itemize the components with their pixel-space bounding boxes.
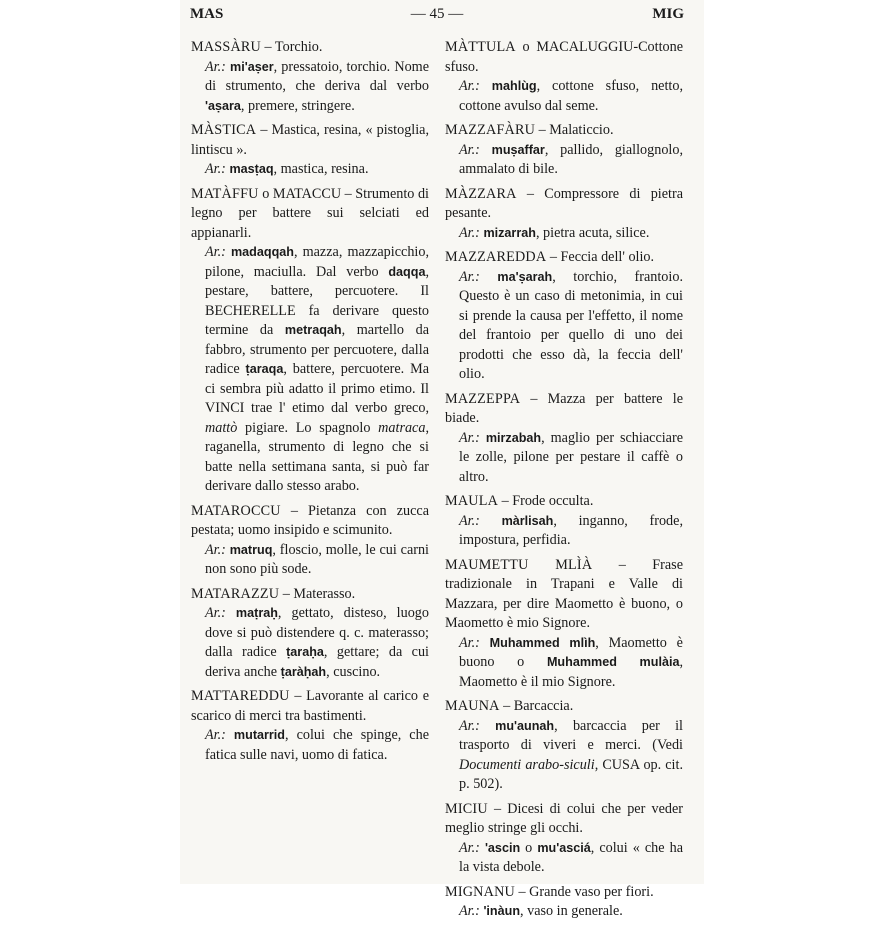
etymology-text: , cuscino. (326, 663, 381, 680)
etymology-text: , mazza, mazzapicchio, pilone, maciulla. Dal verbo (205, 244, 429, 280)
etymology-label: Ar.: (459, 429, 480, 446)
entry-definition (445, 121, 683, 141)
right-column (445, 38, 683, 927)
entry-gloss: – Dicesi di colui che per veder meglio stringe gli occhi. (445, 800, 683, 836)
arabic-term: maṭraḥ (235, 606, 278, 620)
arabic-term: mutarrid (233, 728, 286, 742)
arabic-term: mu'aunah (495, 718, 555, 733)
entry-headword: MAUMETTU MLÌÀ (445, 556, 593, 573)
entry-etymology (191, 243, 429, 497)
etymology-label: Ar.: (459, 903, 480, 919)
etymology-text (480, 635, 490, 651)
etymology-label: matraca (378, 419, 426, 436)
entry-definition (445, 697, 683, 717)
entry-gloss: – Mastica, resina, « pistoglia, lintiscu ». (191, 122, 430, 158)
entry-definition (445, 185, 683, 224)
entry-etymology (445, 717, 683, 795)
entry-etymology (445, 77, 683, 116)
entry-etymology (191, 726, 429, 765)
etymology-label: Ar.: (205, 161, 226, 177)
entry-etymology (191, 160, 429, 180)
entry-headword: MATARAZZU (191, 585, 280, 602)
entry-gloss: – Malaticcio. (538, 122, 614, 138)
entry-headword: MIGNANU (445, 883, 515, 900)
entry-definition (445, 883, 683, 903)
arabic-term: Muhammed mulàia (546, 655, 680, 669)
etymology-label: Ar.: (205, 58, 226, 75)
entry-headword: MATAROCCU (191, 502, 281, 519)
header-last-word: MIG (652, 6, 684, 22)
dictionary-entry (191, 502, 429, 580)
entry-etymology (445, 839, 683, 878)
etymology-label: mattò (205, 419, 238, 436)
etymology-text (226, 605, 236, 621)
etymology-label: Ar.: (205, 605, 226, 621)
etymology-text (480, 78, 492, 94)
entry-etymology (445, 512, 683, 551)
etymology-label: Ar.: (205, 727, 226, 743)
entry-etymology (191, 541, 429, 580)
arabic-term: daqqa (388, 264, 426, 279)
arabic-term: muṣaffar (491, 142, 545, 157)
entry-headword: MAZZAREDDA (445, 249, 547, 265)
arabic-term: màrlisah (501, 513, 554, 528)
etymology-text: , colui « che ha la vista debole. (459, 839, 684, 875)
arabic-term: mirzabah (485, 430, 542, 445)
etymology-text: , gettare; da cui deriva anche (205, 644, 429, 680)
dictionary-entry (191, 687, 429, 765)
entry-gloss: – Pietanza con zucca pestata; uomo insipido e scimunito. (191, 502, 430, 538)
dictionary-entry (445, 185, 683, 244)
entry-headword: MÀSTICA (191, 122, 257, 138)
etymology-text (480, 142, 492, 158)
entry-definition (445, 800, 683, 839)
etymology-text: , pestare, battere, percuotere. Il BECHERELLE fa derivare questo termine da (205, 263, 429, 338)
etymology-text: , barcaccia per il trasporto di viveri e merci. (Vedi (459, 717, 684, 753)
etymology-label: Ar.: (205, 541, 226, 558)
entry-definition (445, 38, 683, 77)
entry-headword: MATTAREDDU (191, 688, 290, 704)
dictionary-entry (445, 248, 683, 385)
entry-etymology (445, 634, 683, 693)
dictionary-entry (191, 185, 429, 497)
etymology-text: , raganella, strumento di legno che si batte nella settimana santa, si può far derivare dallo stesso arabo. (205, 419, 429, 494)
arabic-term: 'aṣara (205, 98, 241, 113)
arabic-term: ṭaràḥah (280, 664, 327, 679)
entry-definition (445, 248, 683, 268)
running-header (190, 6, 684, 26)
entry-headword: MÀZZARA (445, 185, 517, 202)
dictionary-entry (445, 390, 683, 488)
etymology-text: , pressatoio, torchio. Nome di strumento, che deriva dal verbo (205, 58, 430, 94)
entry-gloss: – Torchio. (264, 39, 323, 55)
arabic-term: Muhammed mlìh (489, 635, 596, 650)
left-column (191, 38, 429, 770)
entry-headword: MAZZEPPA (445, 390, 521, 407)
entry-headword: MASSÀRU (191, 39, 261, 55)
arabic-term: mu'asciá (537, 840, 591, 855)
etymology-text (480, 718, 495, 734)
etymology-text: , cottone sfuso, netto, cottone avulso dal seme. (459, 78, 683, 114)
header-first-word: MAS (190, 6, 224, 22)
entry-definition (445, 556, 683, 634)
dictionary-entry (445, 556, 683, 693)
entry-gloss: – Frode occulta. (501, 493, 594, 509)
etymology-label: Ar.: (459, 78, 480, 94)
entry-etymology (445, 902, 683, 922)
entry-etymology (445, 224, 683, 244)
etymology-text: , inganno, frode, impostura, perfidia. (459, 512, 683, 548)
dictionary-entry (445, 492, 683, 551)
arabic-term: 'ascin (484, 840, 521, 855)
arabic-term: mi'aṣer (230, 59, 274, 74)
etymology-text: , gettato, disteso, luogo dove si può distendere q. c. materasso; dalla radice (205, 605, 429, 660)
entry-gloss: – Frase tradizionale in Trapani e Valle di Mazzara, per dire Maometto è buono, o Maometto è mio Signore. (445, 556, 683, 631)
etymology-text: , pallido, giallognolo, ammalato di bile. (459, 141, 684, 177)
entry-headword: MATÀFFU (191, 185, 259, 202)
arabic-term: masṭaq (229, 162, 274, 176)
etymology-text: , colui che spinge, che fatica sulle navi, uomo di fatica. (205, 727, 429, 763)
arabic-term: ṭaraḥa (286, 645, 324, 659)
entry-gloss: – Grande vaso per fiori. (518, 883, 654, 900)
entry-gloss: – Barcaccia. (503, 698, 574, 714)
etymology-text: pigiare. Lo spagnolo (237, 419, 379, 436)
etymology-text (480, 513, 502, 529)
entry-headword: MAZZAFÀRU (445, 122, 536, 138)
dictionary-entry (445, 883, 683, 922)
entry-gloss: o MATACCU – Strumento di legno per battere sui selciati ed appianarli. (191, 185, 429, 241)
arabic-term: ma'ṣarah (497, 269, 553, 284)
etymology-label: Ar.: (459, 224, 480, 241)
arabic-term: mahlùg (491, 79, 537, 93)
entry-etymology (191, 604, 429, 682)
entry-definition (445, 492, 683, 512)
entry-definition (191, 585, 429, 605)
arabic-term: madaqqah (230, 245, 294, 259)
etymology-text: , martello da fabbro, strumento per percuotere, dalla radice (205, 322, 429, 377)
entry-definition (191, 687, 429, 726)
etymology-text: , mastica, resina. (273, 161, 369, 177)
entry-definition (191, 121, 429, 160)
entry-headword: MAULA (445, 493, 499, 509)
page-number: — 45 — (410, 6, 464, 22)
entry-gloss: – Feccia dell' olio. (549, 249, 655, 265)
etymology-text: , battere, percuotere. Ma ci sembra più adatto il primo etimo. Il VINCI trae l' etimo dal verbo greco, (205, 361, 429, 416)
dictionary-entry (445, 697, 683, 795)
etymology-label: Ar.: (459, 634, 480, 651)
entry-etymology (191, 58, 429, 117)
arabic-term: metraqah (284, 323, 342, 337)
etymology-label: Ar.: (459, 839, 480, 856)
etymology-text: , maglio per schiacciare le zolle, pilone per pestare il caffè o altro. (459, 429, 683, 485)
etymology-text: , Maometto è il mio Signore. (459, 654, 683, 690)
etymology-label: Documenti arabo-siculi (459, 756, 595, 773)
entry-gloss: – Mazza per battere le biade. (445, 390, 683, 426)
etymology-text (480, 269, 498, 285)
etymology-text (226, 727, 234, 743)
etymology-label: Ar.: (459, 141, 480, 158)
entry-etymology (445, 429, 683, 488)
dictionary-entry (191, 121, 429, 180)
entry-gloss: o MACALUGGIU-Cottone sfuso. (445, 39, 684, 75)
entry-headword: MAUNA (445, 698, 500, 714)
entry-definition (445, 390, 683, 429)
entry-definition (191, 38, 429, 58)
entry-headword: MICIU (445, 800, 488, 817)
dictionary-entry (445, 121, 683, 180)
arabic-term: matruq (229, 542, 273, 557)
entry-etymology (445, 268, 683, 385)
etymology-label: Ar.: (459, 717, 480, 734)
arabic-term: 'inàun (483, 904, 521, 918)
entry-definition (191, 502, 429, 541)
etymology-text: , torchio, frantoio. Questo è un caso di metonimia, in cui si prende la causa per l'effetto, il nome del frantoio per quello di uno dei prodotti che esso dà, la feccia dell' olio. (459, 268, 683, 382)
etymology-label: Ar.: (205, 244, 226, 260)
dictionary-entry (445, 800, 683, 878)
entry-etymology (445, 141, 683, 180)
dictionary-entry (191, 38, 429, 116)
etymology-label: Ar.: (459, 268, 480, 285)
etymology-text: o (520, 839, 538, 856)
entry-gloss: – Materasso. (282, 585, 356, 602)
entry-gloss: – Lavorante al carico e scarico di merci tra bastimenti. (191, 688, 429, 724)
etymology-text: , premere, stringere. (240, 97, 355, 114)
etymology-text: , vaso in generale. (520, 903, 623, 919)
entry-headword: MÀTTULA (445, 39, 516, 55)
etymology-text: , CUSA op. cit. p. 502). (459, 756, 683, 792)
etymology-text: , floscio, molle, le cui carni non sono più sode. (205, 541, 429, 577)
etymology-text: , Maometto è buono o (459, 634, 683, 670)
arabic-term: ṭaraqa (245, 362, 284, 376)
etymology-text: , pietra acuta, silice. (535, 224, 650, 241)
dictionary-entry (445, 38, 683, 116)
etymology-label: Ar.: (459, 512, 480, 529)
entry-gloss: – Compressore di pietra pesante. (445, 185, 684, 221)
entry-definition (191, 185, 429, 244)
arabic-term: mizarrah (483, 225, 536, 240)
dictionary-entry (191, 585, 429, 683)
